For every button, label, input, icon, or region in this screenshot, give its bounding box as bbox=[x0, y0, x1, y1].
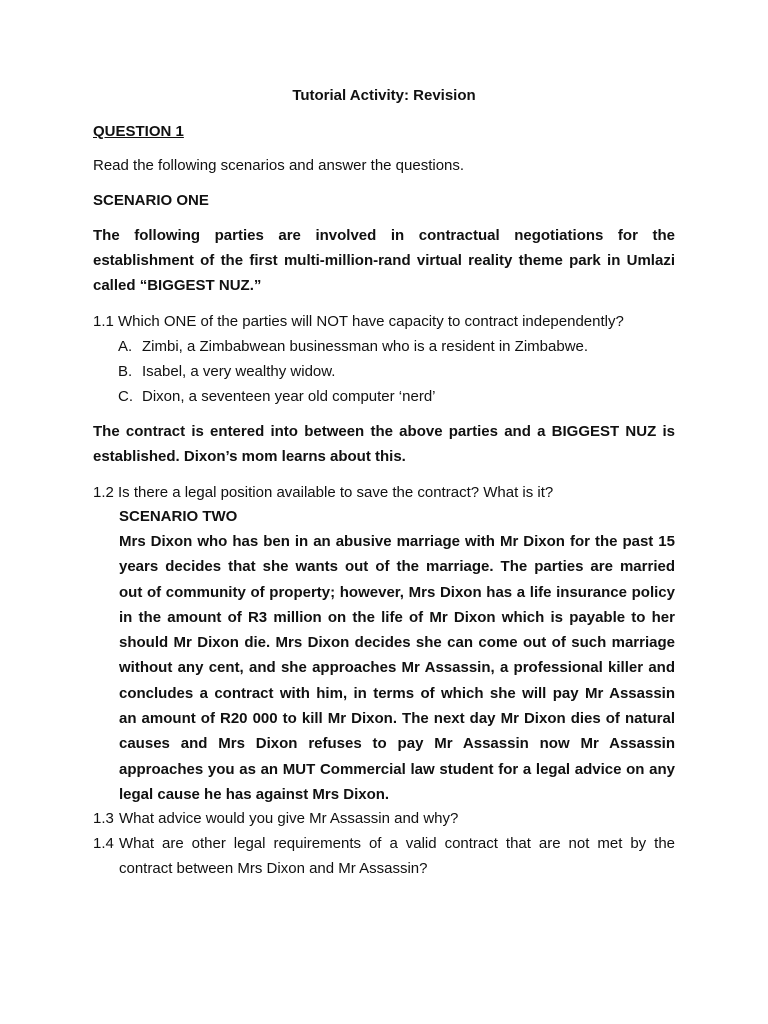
scenario-two-line: out of community of property; however, Mrs Dixon has a life insurance policy bbox=[119, 583, 675, 601]
scenario-two-heading: SCENARIO TWO bbox=[119, 508, 238, 525]
scenario-two-line: without any cent, and she approaches Mr Assassin, a professional killer and bbox=[119, 659, 675, 677]
scenario-one-line: establishment of the first multi-million-rand virtual reality theme park in Umlazi bbox=[93, 252, 675, 269]
scenario-two-paragraph bbox=[119, 529, 675, 807]
scenario-one-line: The following parties are involved in contractual negotiations for the bbox=[93, 227, 675, 244]
scenario-two-line: concludes a contract with him, in terms of which she will pay Mr Assassin bbox=[119, 684, 675, 702]
option-letter: A. bbox=[118, 338, 133, 355]
question-1-2: 1.2 Is there a legal position available to save the contract? What is it? bbox=[93, 484, 554, 501]
question-1-3 bbox=[93, 806, 675, 831]
question-1-4 bbox=[93, 831, 675, 881]
contract-line: The contract is entered into between the above parties and a BIGGEST NUZ is bbox=[93, 423, 675, 440]
page-title: Tutorial Activity: Revision bbox=[292, 87, 476, 104]
option-text: Dixon, a seventeen year old computer ‘nerd’ bbox=[142, 388, 436, 405]
question-text-line: contract between Mrs Dixon and Mr Assassin? bbox=[119, 860, 428, 877]
option-a bbox=[118, 334, 588, 359]
contract-line: established. Dixon’s mom learns about this. bbox=[93, 448, 406, 465]
scenario-two-line: an amount of R20 000 to kill Mr Dixon. The next day Mr Dixon dies of natural bbox=[119, 710, 675, 728]
option-b bbox=[118, 359, 335, 384]
scenario-two-line: should Mr Dixon die. Mrs Dixon decides she can come out of such marriage bbox=[119, 634, 675, 652]
scenario-one-heading: SCENARIO ONE bbox=[93, 192, 209, 209]
option-letter: B. bbox=[118, 363, 133, 380]
scenario-two-line: legal cause he has against Mrs Dixon. bbox=[119, 785, 390, 803]
option-text: Zimbi, a Zimbabwean businessman who is a resident in Zimbabwe. bbox=[142, 338, 589, 355]
question-text-block bbox=[119, 831, 675, 881]
option-text: Isabel, a very wealthy widow. bbox=[142, 363, 336, 380]
scenario-one-paragraph bbox=[93, 223, 675, 298]
question-number: 1.3 bbox=[93, 810, 114, 827]
scenario-two-line: causes and Mrs Dixon refuses to pay Mr Assassin now Mr Assassin bbox=[119, 735, 675, 753]
question-number: 1.4 bbox=[93, 835, 114, 852]
scenario-two-line: Mrs Dixon who has ben in an abusive marriage with Mr Dixon for the past 15 bbox=[119, 533, 675, 550]
instruction-text: Read the following scenarios and answer the questions. bbox=[93, 157, 465, 174]
scenario-one-line: called “BIGGEST NUZ.” bbox=[93, 277, 262, 294]
question-text: What advice would you give Mr Assassin and why? bbox=[119, 810, 459, 827]
option-c bbox=[118, 384, 436, 409]
scenario-two-line: years decides that she wants out of the marriage. The parties are married bbox=[119, 558, 675, 576]
question-text-line: What are other legal requirements of a valid contract that are not met by the bbox=[119, 835, 675, 852]
option-letter: C. bbox=[118, 388, 133, 405]
contract-paragraph bbox=[93, 419, 675, 469]
scenario-two-line: in the amount of R3 million on the life of Mr Dixon which is payable to her bbox=[119, 608, 675, 626]
scenario-two-line: approaches you as an MUT Commercial law student for a legal advice on any bbox=[119, 760, 675, 778]
question-1-1: 1.1 Which ONE of the parties will NOT have capacity to contract independently? bbox=[93, 313, 624, 330]
question-heading: QUESTION 1 bbox=[93, 123, 184, 140]
